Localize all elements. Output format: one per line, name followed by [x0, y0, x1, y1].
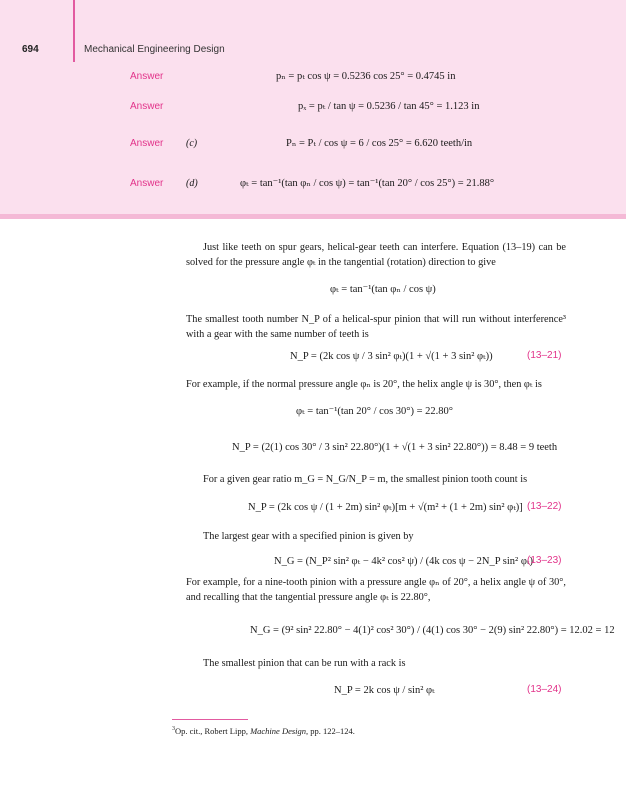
- paragraph-largest-gear: The largest gear with a specified pinion is given by: [203, 531, 414, 542]
- answer-part-d: (d): [186, 178, 198, 189]
- equation-number-13-21: (13–21): [527, 350, 562, 361]
- equation-example-phi: φₜ = tan⁻¹(tan 20° / cos 30°) = 22.80°: [296, 406, 453, 417]
- footnote: [172, 726, 355, 736]
- answer-equation-2: pₓ = pₜ / tan ψ = 0.5236 / tan 45° = 1.123 in: [298, 101, 480, 112]
- answer-part-c: (c): [186, 138, 198, 149]
- footnote-marker: 3: [172, 726, 175, 733]
- page-number: 694: [22, 44, 39, 55]
- footnote-suffix: , pp. 122–124.: [306, 726, 355, 736]
- equation-13-24: N_P = 2k cos ψ / sin² φₜ: [334, 685, 435, 696]
- equation-number-13-23: (13–23): [527, 555, 562, 566]
- paragraph-smallest-tooth: The smallest tooth number N_P of a helical-spur pinion that will run without interference³ with a gear with the same number of teeth is: [186, 314, 566, 340]
- equation-phi-t: φₜ = tan⁻¹(tan φₙ / cos ψ): [330, 284, 436, 295]
- paragraph-example-2: For example, for a nine-tooth pinion with a pressure angle φₙ of 20°, a helix angle ψ of 30°, and recalling that the tangential pressure angle φₜ is 22.80°,: [186, 577, 566, 603]
- paragraph-rack: The smallest pinion that can be run with a rack is: [203, 658, 406, 669]
- footnote-title: Machine Design: [250, 726, 307, 736]
- paragraph-interference: Just like teeth on spur gears, helical-gear teeth can interfere. Equation (13–19) can be solved for the pressure angle φₜ in the tangential (rotation) direction to give: [186, 242, 566, 268]
- equation-13-22: N_P = (2k cos ψ / (1 + 2m) sin² φₜ)[m + √(m² + (1 + 2m) sin² φₜ)]: [248, 502, 523, 513]
- answer-label-4: Answer: [130, 178, 164, 189]
- answer-equation-1: pₙ = pₜ cos ψ = 0.5236 cos 25° = 0.4745 in: [276, 71, 456, 82]
- equation-13-21: N_P = (2k cos ψ / 3 sin² φₜ)(1 + √(1 + 3 sin² φₜ)): [290, 351, 493, 362]
- answer-equation-4: φₜ = tan⁻¹(tan φₙ / cos ψ) = tan⁻¹(tan 20° / cos 25°) = 21.88°: [240, 178, 495, 189]
- answer-label-3: Answer: [130, 138, 164, 149]
- paragraph-example-1: For example, if the normal pressure angle φₙ is 20°, the helix angle ψ is 30°, then φₜ is: [186, 379, 542, 390]
- paragraph-gear-ratio: For a given gear ratio m_G = N_G/N_P = m, the smallest pinion tooth count is: [203, 474, 528, 485]
- equation-13-23: N_G = (N_P² sin² φₜ − 4k² cos² ψ) / (4k cos ψ − 2N_P sin² φₜ): [274, 556, 533, 567]
- footnote-rule: [172, 719, 248, 720]
- header-rule: [73, 0, 75, 62]
- equation-number-13-22: (13–22): [527, 501, 562, 512]
- book-title: Mechanical Engineering Design: [84, 44, 225, 55]
- equation-number-13-24: (13–24): [527, 684, 562, 695]
- band-border: [0, 214, 626, 219]
- answer-equation-3: Pₙ = Pₜ / cos ψ = 6 / cos 25° = 6.620 teeth/in: [286, 138, 473, 149]
- equation-example-ng: N_G = (9² sin² 22.80° − 4(1)² cos² 30°) / (4(1) cos 30° − 2(9) sin² 22.80°) = 12.02 = 12: [250, 625, 615, 636]
- equation-example-np: N_P = (2(1) cos 30° / 3 sin² 22.80°)(1 + √(1 + 3 sin² 22.80°)) = 8.48 = 9 teeth: [232, 442, 558, 453]
- answer-label-2: Answer: [130, 101, 164, 112]
- footnote-prefix: Op. cit., Robert Lipp,: [175, 726, 251, 736]
- answer-label-1: Answer: [130, 71, 164, 82]
